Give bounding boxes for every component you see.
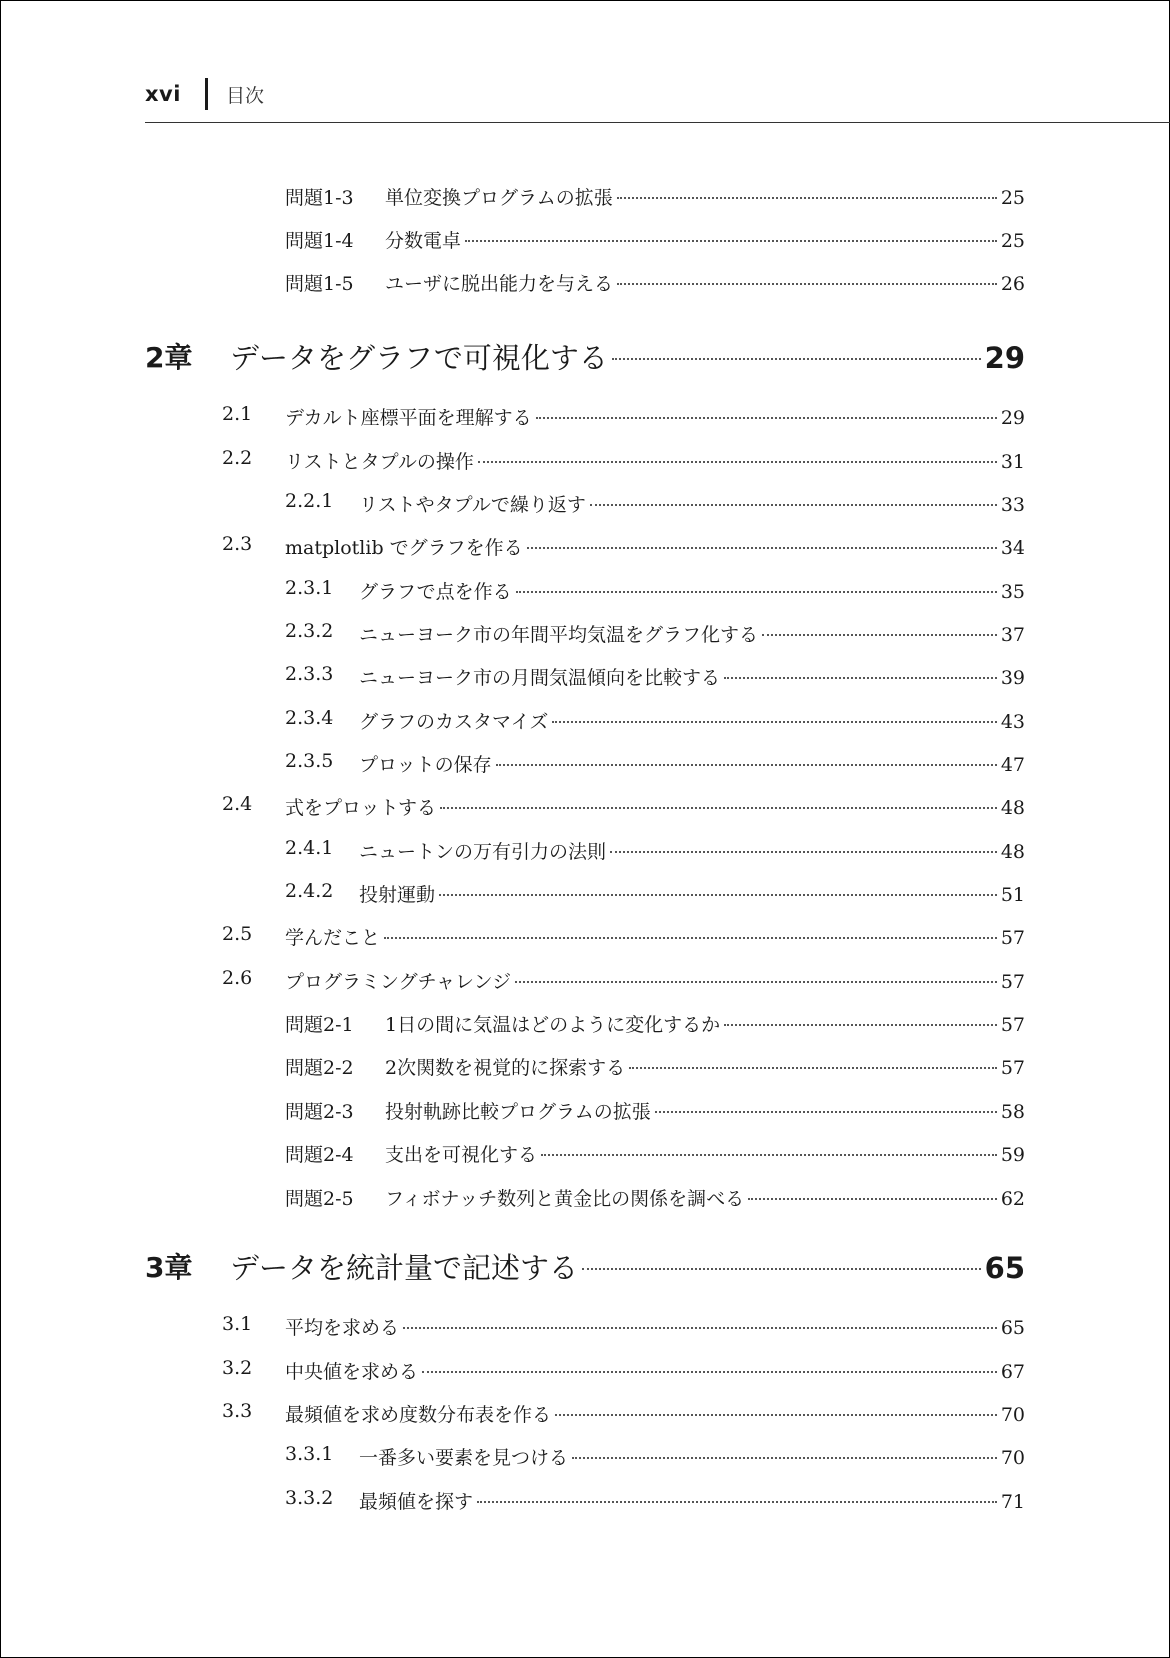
entry-title: フィボナッチ数列と黄金比の関係を調べる [385, 1188, 745, 1210]
dot-leader [527, 547, 997, 549]
entry-page: 31 [1000, 451, 1025, 473]
toc-entry-problem[interactable] [145, 1010, 1025, 1037]
entry-page: 58 [1000, 1101, 1025, 1123]
entry-title: 最頻値を求め度数分布表を作る [285, 1404, 552, 1426]
toc-entry-section[interactable] [145, 403, 1025, 430]
entry-title: プロットの保存 [359, 754, 492, 776]
toc-entry-problem[interactable] [145, 269, 1025, 296]
entry-title: 平均を求める [285, 1317, 400, 1339]
entry-number: 問題2-1 [285, 1014, 354, 1036]
dot-leader [439, 894, 997, 896]
entry-number: 問題1-5 [285, 273, 354, 295]
entry-title: リストやタプルで繰り返す [359, 494, 586, 516]
entry-title: 支出を可視化する [385, 1144, 538, 1166]
header-title: 目次 [225, 84, 264, 107]
dot-leader [617, 197, 997, 199]
entry-number: 3.3.2 [285, 1487, 334, 1509]
entry-number: 3.2 [222, 1357, 253, 1379]
dot-leader [762, 634, 997, 636]
dot-leader [748, 1198, 997, 1200]
dot-leader [610, 851, 997, 853]
entry-number: 問題2-3 [285, 1101, 354, 1123]
dot-leader [440, 807, 997, 809]
toc-entry-problem[interactable] [145, 1097, 1025, 1124]
toc-entry-subsection[interactable] [145, 1487, 1025, 1514]
entry-number: 2.3.4 [285, 707, 334, 729]
toc-entry-subsection[interactable] [145, 490, 1025, 517]
running-head [145, 76, 264, 112]
toc-entry-section[interactable] [145, 1357, 1025, 1384]
entry-number: 問題1-4 [285, 230, 354, 252]
toc-entry-chapter[interactable] [145, 336, 1025, 377]
toc-entry-section[interactable] [145, 447, 1025, 474]
entry-page: 57 [1000, 971, 1025, 993]
entry-page: 35 [1000, 581, 1025, 603]
toc-entry-section[interactable] [145, 533, 1025, 560]
entry-title: プログラミングチャレンジ [285, 971, 512, 993]
entry-title: 最頻値を探す [359, 1491, 474, 1513]
toc-entry-problem[interactable] [145, 1184, 1025, 1211]
entry-title: 中央値を求める [285, 1361, 419, 1383]
entry-title: 学んだこと [285, 927, 381, 949]
entry-page: 57 [1000, 927, 1025, 949]
dot-leader [612, 358, 981, 360]
entry-page: 29 [1000, 407, 1025, 429]
toc-entry-section[interactable] [145, 1313, 1025, 1340]
dot-leader [496, 764, 997, 766]
entry-page: 43 [1000, 711, 1025, 733]
toc-entry-section[interactable] [145, 923, 1025, 950]
entry-page: 25 [1000, 230, 1025, 252]
entry-page: 62 [1000, 1188, 1025, 1210]
entry-number: 2.6 [222, 967, 253, 989]
entry-page: 48 [1000, 797, 1025, 819]
entry-page: 25 [1000, 187, 1025, 209]
entry-page: 65 [1000, 1317, 1025, 1339]
entry-number: 2.1 [222, 403, 253, 425]
dot-leader [515, 981, 997, 983]
entry-title: グラフのカスタマイズ [359, 711, 549, 733]
entry-title: ニュートンの万有引力の法則 [359, 841, 607, 863]
chapter-number: 3章 [145, 1251, 193, 1284]
toc-entry-problem[interactable] [145, 1053, 1025, 1080]
dot-leader [617, 283, 997, 285]
dot-leader [555, 1414, 997, 1416]
toc-entry-problem[interactable] [145, 226, 1025, 253]
toc-entry-subsection[interactable] [145, 707, 1025, 734]
entry-title: 投射運動 [359, 884, 436, 906]
dot-leader [478, 461, 997, 463]
toc-entry-subsection[interactable] [145, 577, 1025, 604]
entry-page: 47 [1000, 754, 1025, 776]
entry-number: 2.3.3 [285, 663, 334, 685]
entry-number: 2.3.1 [285, 577, 334, 599]
toc-entry-problem[interactable] [145, 183, 1025, 210]
entry-title: リストとタプルの操作 [285, 451, 474, 473]
dot-leader [552, 721, 996, 723]
chapter-page: 65 [984, 1251, 1025, 1285]
entry-number: 2.3.2 [285, 620, 334, 642]
entry-page: 57 [1000, 1057, 1025, 1079]
chapter-title: データをグラフで可視化する [230, 341, 608, 375]
toc-entry-chapter[interactable] [145, 1246, 1025, 1287]
entry-title: 分数電卓 [385, 230, 462, 252]
entry-page: 48 [1000, 841, 1025, 863]
entry-page: 70 [1000, 1447, 1025, 1469]
toc-entry-subsection[interactable] [145, 663, 1025, 690]
entry-number: 3.3.1 [285, 1443, 334, 1465]
entry-title: グラフで点を作る [359, 581, 512, 603]
dot-leader [724, 677, 997, 679]
entry-number: 2.2.1 [285, 490, 334, 512]
toc-entry-subsection[interactable] [145, 620, 1025, 647]
entry-title: デカルト座標平面を理解する [285, 407, 532, 429]
dot-leader [384, 937, 997, 939]
dot-leader [572, 1457, 997, 1459]
dot-leader [536, 417, 997, 419]
entry-title: ユーザに脱出能力を与える [385, 273, 614, 295]
entry-title: 式をプロットする [285, 797, 437, 819]
dot-leader [582, 1268, 981, 1270]
entry-page: 71 [1000, 1491, 1025, 1513]
toc-entry-section[interactable] [145, 967, 1025, 994]
entry-page: 57 [1000, 1014, 1025, 1036]
entry-page: 67 [1000, 1361, 1025, 1383]
entry-number: 2.3 [222, 533, 253, 555]
entry-title: ニューヨーク市の年間平均気温をグラフ化する [359, 624, 759, 646]
entry-number: 2.5 [222, 923, 253, 945]
dot-leader [629, 1067, 997, 1069]
entry-number: 3.3 [222, 1400, 253, 1422]
entry-number: 2.4.1 [285, 837, 334, 859]
entry-page: 26 [1000, 273, 1025, 295]
dot-leader [477, 1501, 997, 1503]
dot-leader [655, 1111, 997, 1113]
entry-title: matplotlib でグラフを作る [285, 537, 523, 559]
chapter-title: データを統計量で記述する [230, 1251, 579, 1285]
entry-number: 問題2-2 [285, 1057, 354, 1079]
toc-entry-section[interactable] [145, 1400, 1025, 1427]
toc-entry-problem[interactable] [145, 1140, 1025, 1167]
toc-entry-subsection[interactable] [145, 837, 1025, 864]
dot-leader [465, 240, 997, 242]
toc-entry-subsection[interactable] [145, 750, 1025, 777]
dot-leader [590, 504, 997, 506]
entry-title: 投射軌跡比較プログラムの拡張 [385, 1101, 651, 1123]
entry-page: 51 [1000, 884, 1025, 906]
dot-leader [541, 1154, 997, 1156]
toc-entry-subsection[interactable] [145, 880, 1025, 907]
entry-title: 1日の間に気温はどのように変化するか [385, 1014, 721, 1036]
entry-page: 34 [1000, 537, 1025, 559]
entry-title: 2次関数を視覚的に探索する [385, 1057, 626, 1079]
toc-entry-section[interactable] [145, 793, 1025, 820]
entry-number: 問題2-5 [285, 1188, 354, 1210]
dot-leader [724, 1024, 997, 1026]
chapter-number: 2章 [145, 341, 193, 374]
entry-page: 59 [1000, 1144, 1025, 1166]
entry-number: 2.3.5 [285, 750, 334, 772]
page-number: xvi [145, 82, 181, 106]
dot-leader [422, 1371, 997, 1373]
entry-title: 一番多い要素を見つける [359, 1447, 569, 1469]
entry-page: 70 [1000, 1404, 1025, 1426]
entry-title: ニューヨーク市の月間気温傾向を比較する [359, 667, 721, 689]
chapter-page: 29 [984, 341, 1025, 375]
entry-number: 3.1 [222, 1313, 253, 1335]
entry-number: 2.4 [222, 793, 253, 815]
dot-leader [403, 1327, 997, 1329]
toc-entry-subsection[interactable] [145, 1443, 1025, 1470]
header-rule [145, 122, 1170, 123]
entry-page: 33 [1000, 494, 1025, 516]
dot-leader [516, 591, 997, 593]
entry-number: 2.4.2 [285, 880, 334, 902]
entry-page: 37 [1000, 624, 1025, 646]
entry-number: 問題2-4 [285, 1144, 354, 1166]
entry-number: 問題1-3 [285, 187, 354, 209]
entry-title: 単位変換プログラムの拡張 [385, 187, 613, 209]
entry-page: 39 [1000, 667, 1025, 689]
header-divider [205, 78, 208, 110]
entry-number: 2.2 [222, 447, 253, 469]
